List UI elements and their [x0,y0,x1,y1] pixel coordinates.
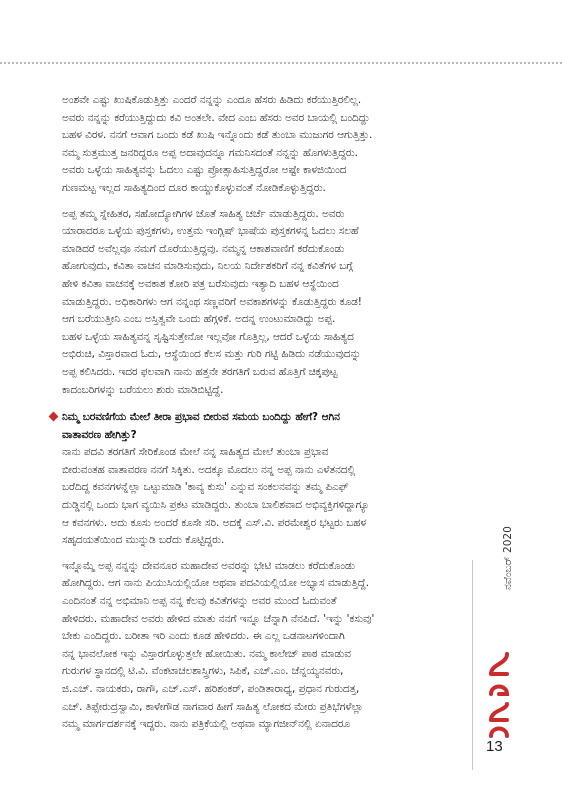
vertical-divider [472,560,473,770]
paragraph [62,311,476,399]
answer-paragraph [62,444,476,550]
text-line: ಎಂದಿನಂತೆ ನನ್ನ ಅಭಿಮಾನಿ ಅಪ್ಪ ನನ್ನ ಕೆಲವು ಕವಿತೆಗಳನ್ನು ಅವರ ಮುಂದೆ ಓದುವಂತೆ [62,595,337,608]
paragraph [62,206,476,312]
article-body [62,92,476,734]
text-line: ಅಪ್ಪ ತಮ್ಮ ಸ್ನೇಹಿತರ, ಸಹೋದ್ಯೋಗಿಗಳ ಜೊತೆ ಸಾಹಿತ್ಯ ಚರ್ಚೆ ಮಾಡುತ್ತಿದ್ದರು. ಅವರು [62,207,345,220]
text-line: ಬೇಕು ಎಂದಿದ್ದರು. ಬರೀತಾ ಇರಿ ಎಂದು ಕೂಡ ಹೇಳಿದರು. ಈ ಎಲ್ಲ ಒಡನಾಟಗಳಿಂದಾಗಿ [62,630,345,643]
question-line: ವಾತಾವರಣ ಹೇಗಿತ್ತು? [62,428,137,441]
text-line: ಬಹಳ ಒಳ್ಳೆಯ ಸಾಹಿತ್ಯವನ್ನ ಸೃಷ್ಟಿಸುತ್ತೇನೋ ಇಲ್ಲವೋ ಗೊತ್ತಿಲ್ಲ, ಆದರೆ ಒಳ್ಳೆಯ ಸಾಹಿತ್ಯದ [62,330,354,343]
text-line: ಹೋಗುವುದು, ಕವಿತಾ ವಾಚನ ಮಾಡಿಸುವುದು, ನಿಲಯ ನಿರ್ದೇಶಕರಿಗೆ ನನ್ನ ಕವಿತೆಗಳ ಬಗ್ಗೆ [62,260,353,273]
text-line: ಬಹಳ ವಿರಳ. ನನಗೆ ಆವಾಗ ಒಂದು ಕಡೆ ಖುಷಿ ಇನ್ನೊಂದು ಕಡೆ ತುಂಬಾ ಮುಜುಗರ ಆಗುತ್ತಿತ್ತು. [62,129,373,142]
text-line: ಬೀರುವಂತಹ ವಾತಾವರಣ ನನಗೆ ಸಿಕ್ಕಿತು. ಅದಕ್ಕೂ ಮೊದಲು ನನ್ನ ಅಪ್ಪ ನಾನು ಎಳೆತನದಲ್ಲಿ [62,463,356,476]
text-line: ಆಗ ಬರೆಯುತ್ತೀನಿ ಎಂಬ ಅಸ್ತಿತ್ವವೇ ಒಂದು ಹೆಗ್ಗಳಿಕೆ. ಅದನ್ನ ಉಂಟುಮಾಡಿದ್ದು ಅಪ್ಪ. [62,313,336,326]
text-line: ಕಾದಂಬರಿಗಳನ್ನು ಬರೆಯಲು ಶುರು ಮಾಡಿಬಿಟ್ಟಿದ್ದೆ. [62,383,224,396]
issue-date: ನವೆಂಬರ್ 2020 [502,526,514,590]
text-line: ನಾನು ಪದವಿ ತರಗತಿಗೆ ಸೇರಿಕೊಂಡ ಮೇಲೆ ನನ್ನ ಸಾಹಿತ್ಯದ ಮೇಲೆ ತುಂಬಾ ಪ್ರಭಾವ [62,446,329,459]
text-line: ನಮ್ಮ ಮಾರ್ಗದರ್ಶನಕ್ಕೆ ಇದ್ದರು. ನಾನು ಪತ್ರಿಕೆಯಲ್ಲಿ ಅಥವಾ ಮ್ಯಾಗಜೀನ್‌ನಲ್ಲಿ ಏನಾದರೂ [62,718,351,731]
text-line: ಅವರು ನನ್ನನ್ನು ಕರೆಯುತ್ತಿದ್ದುದು ಕವಿ ಅಂತಲೇ. ವೇದ ಎಂಬ ಹೆಸರು ಅವರ ಬಾಯಲ್ಲಿ ಬಂದಿದ್ದು [62,111,370,124]
interview-question [62,409,476,444]
answer-paragraph [62,593,476,734]
answer-paragraph [62,558,476,593]
text-line: ಮಾಡುತ್ತಿದ್ದರು. ಅಧಿಕಾರಿಗಳು ಆಗ ನನ್ನಂಥ ಸಣ್ಣವರಿಗೆ ಅವಕಾಶಗಳನ್ನು ಕೊಡುತ್ತಿದ್ದರು ಕೂಡ! [62,295,362,308]
text-line: ಅಂಶವೇ ಎಷ್ಟು ಖುಷಿಕೊಡುತ್ತಿತ್ತು ಎಂದರೆ ನನ್ನನ್ನು ಎಂದೂ ಹೆಸರು ಹಿಡಿದು ಕರೆಯುತ್ತಿರಲಿಲ್ಲ. [62,94,362,106]
text-line: ನನ್ನ ಭಾವಲೋಕ ಇನ್ನು ವಿಸ್ತಾರಗೊಳ್ಳುತ್ತಲೇ ಹೋಯಿತು. ನಮ್ಮ ಕಾಲೇಜ್ ಪಾಠ ಮಾಡುವ [62,647,351,660]
text-line: ಇನ್ನೊಮ್ಮೆ ಅಪ್ಪ ನನ್ನನ್ನು ದೇವನೂರ ಮಹಾದೇವ ಅವರನ್ನು ಭೇಟಿ ಮಾಡಲು ಕರೆದುಕೊಂಡು [62,559,355,572]
text-line: ಹೇಳಿದರು. ಮಹಾದೇವ ಅವರು ಹೇಳಿದ ಮಾತು ನನಗೆ ಇನ್ನೂ ಚೆನ್ನಾಗಿ ನೆನಪಿದೆ. 'ಇನ್ನು 'ಕಸುವು' [62,612,375,625]
text-line: ಹೇಳಿ ಕವಿತಾ ವಾಚನಕ್ಕೆ ಅವಕಾಶ ಕೋರಿ ಪತ್ರ ಬರೆಸುವುದು ಇತ್ಯಾದಿ ಬಹಳ ಆಸ್ಥೆಯಿಂದ [62,277,339,290]
text-line: ಆ ಕವನಗಳು. ಅದು ಕೂಸು ಅಂದರೆ ಕೂಸೇ ಸರಿ. ಅದಕ್ಕೆ ಎಸ್.ವಿ. ಪರಮೇಶ್ವರ ಭಟ್ಟರು ಬಹಳ [62,516,367,529]
text-line: ದುಡ್ಡಿನಲ್ಲಿ ಒಂದು ಭಾಗ ವ್ಯಯಿಸಿ ಪ್ರಕಟ ಮಾಡಿದ್ದರು. ತುಂಬಾ ಬಾಲಿಶವಾದ ಅಭಿವ್ಯಕ್ತಿಗಳಿದ್ದಾಗ್ಯೂ [62,499,370,512]
text-line: ಸಹೃದಯತೆಯಿಂದ ಮುನ್ನುಡಿ ಬರೆದು ಕೊಟ್ಟಿದ್ದರು. [62,534,225,547]
text-line: ಬರೆದಿದ್ದ ಕವನಗಳನ್ನೆಲ್ಲಾ ಒಟ್ಟುಮಾಡಿ 'ಕಾವ್ಯ ಕುಸು' ಎನ್ನುವ ಸಂಕಲನವನ್ನು ತಮ್ಮ ಪಿಎಫ್ [62,481,349,494]
text-line: ಎಚ್. ತಿಪ್ಪೇರುದ್ರಸ್ವಾಮಿ, ಕಾಳೇಗೌಡ ನಾಗವಾರ ಹೀಗೆ ಸಾಹಿತ್ಯ ಲೋಕದ ಮೇರು ಪ್ರತಿಭೆಗಳೆಲ್ಲಾ [62,700,364,713]
page-number: 13 [486,738,503,755]
text-line: ಹೋಗಿದ್ದರು. ಆಗ ನಾನು ಪಿಯುಸಿಯಲ್ಲಿಯೋ ಅಥವಾ ಪದವಿಯಲ್ಲಿಯೋ ಅಭ್ಯಾಸ ಮಾಡುತ್ತಿದ್ದೆ. [62,577,370,590]
top-dotted-rule [0,62,562,64]
text-line: ನಮ್ಮ ಸುತ್ತಮುತ್ತ ಜನರಿದ್ದರೂ ಅಪ್ಪ ಅದಾವುದನ್ನೂ ಗಮನಿಸದಂತೆ ನನ್ನನ್ನು ಹೊಗಳುತ್ತಿದ್ದರು. [62,146,358,159]
text-line: ಯಾರಾದರೂ ಒಳ್ಳೆಯ ಪುಸ್ತಕಗಳು, ಉತ್ತಮ ಇಂಗ್ಲಿಷ್ ಭಾಷೆಯ ಪುಸ್ತಕಗಳನ್ನ ಓದಲು ಸಲಹೆ [62,225,359,238]
magazine-logo [486,646,512,742]
text-line: ಗುಣಮಟ್ಟ ಇಲ್ಲದ ಸಾಹಿತ್ಯದಿಂದ ದೂರ ಕಾಯ್ದುಕೊಳ್ಳುವಂತೆ ನೋಡಿಕೊಳ್ಳುತ್ತಿದ್ದರು. [62,181,326,194]
text-line: ಜಿ.ಎಚ್. ನಾಯಕರು, ರಾಗೌ, ಎಚ್.ಎಸ್. ಹರಿಶಂಕರ್, ಪಂಡಿತಾರಾಧ್ಯ, ಪ್ರಧಾನ ಗುರುದತ್ತ, [62,683,360,695]
question-line: ನಿಮ್ಮ ಬರವಣಿಗೆಯ ಮೇಲೆ ತೀರಾ ಪ್ರಭಾವ ಬೀರುವ ಸಮಯ ಬಂದಿದ್ದು ಹೇಗೆ? ಆಗಿನ [62,411,340,424]
text-line: ಅಪ್ಪ ಕಲಿಸಿದರು. ಇದರ ಫಲವಾಗಿ ನಾನು ಹತ್ತನೇ ತರಗತಿಗೆ ಬರುವ ಹೊತ್ತಿಗೆ ಚಿಕ್ಕಪುಟ್ಟ [62,365,338,378]
paragraph [62,92,476,198]
text-line: ಅಭಿರುಚಿ, ವಿಸ್ತಾರವಾದ ಓದು, ಆಸ್ಥೆಯಿಂದ ಕೆಲಸ ಮತ್ತು ಗುರಿ ಗಟ್ಟಿ ಹಿಡಿದು ನಡೆಯುವುದನ್ನು [62,348,362,361]
text-line: ಅವರು ಒಳ್ಳೆಯ ಸಾಹಿತ್ಯವನ್ನು ಓದಲು ಎಷ್ಟು ಪ್ರೋತ್ಸಾಹಿಸುತ್ತಿದ್ದರೋ ಅಷ್ಟೇ ಕಾಳಜಿಯಿಂದ [62,164,347,177]
text-line: ಗುರುಗಳ ಸ್ಥಾನದಲ್ಲಿ ಟಿ.ವಿ. ವೆಂಕಟಾಚಲಶಾಸ್ತ್ರಿಗಳು, ಸಿಪಿಕೆ, ಎಚ್.ಎಂ. ಚೆನ್ನಯ್ಯನವರು, [62,665,344,678]
text-line: ಮಾಡಿದರೆ ಅವೆಲ್ಲವೂ ನಮಗೆ ದೊರೆಯುತ್ತಿದ್ದವು. ನಮ್ಮನ್ನ ಆಕಾಶವಾಣಿಗೆ ಕರೆದುಕೊಂಡು [62,242,345,255]
diamond-bullet-icon [49,412,59,422]
